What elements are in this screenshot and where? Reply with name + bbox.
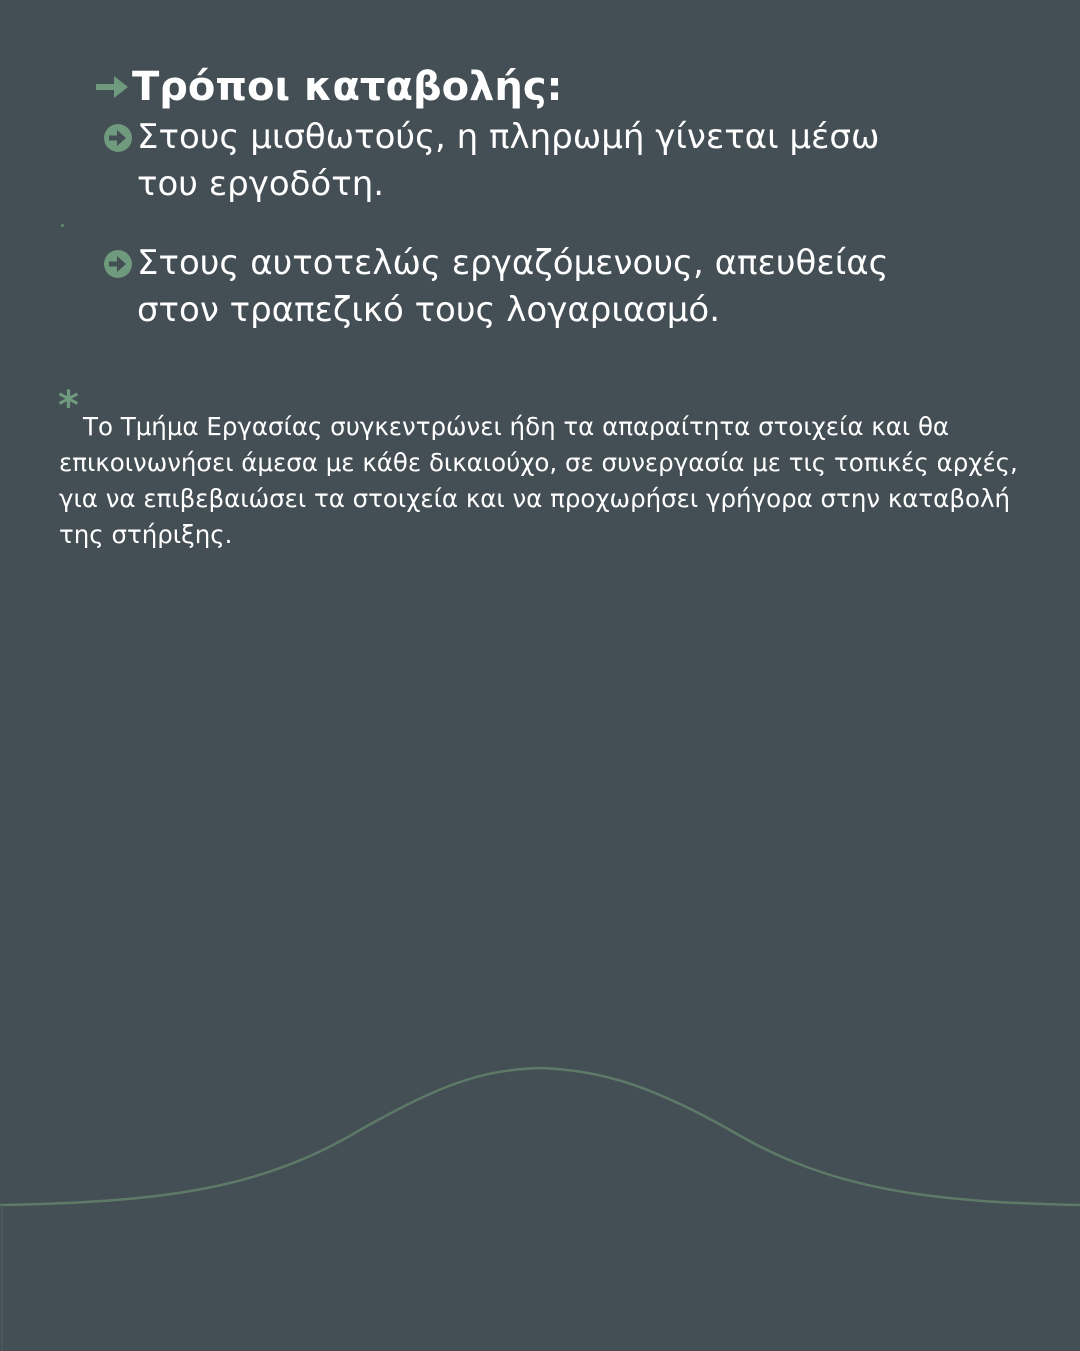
circle-arrow-right-icon	[103, 123, 133, 153]
heading-text: Τρόποι καταβολής:	[132, 64, 563, 110]
decorative-dot	[61, 224, 64, 227]
decorative-wave-line	[0, 1050, 1080, 1351]
bullet-text: Στους μισθωτούς, η πληρωμή γίνεται μέσω του εργοδότη.	[137, 117, 880, 204]
footnote-text: Το Τμήμα Εργασίας συγκεντρώνει ήδη τα απαραίτητα στοιχεία και θα επικοινωνήσει άμεσα με κάθε δικαιούχο, σε συνεργασία με τις τοπικές αρχές, για να επιβεβαιώσει τα στοιχεία και να προχωρήσει γρήγορα στην καταβολή της στήριξης.	[59, 412, 1018, 549]
arrow-right-icon	[94, 72, 130, 102]
bullet-text: Στους αυτοτελώς εργαζόμενους, απευθείας στον τραπεζικό τους λογαριασμό.	[137, 243, 889, 330]
section-heading	[94, 62, 994, 112]
circle-arrow-right-icon	[103, 249, 133, 279]
note-asterisk: *	[58, 383, 79, 429]
